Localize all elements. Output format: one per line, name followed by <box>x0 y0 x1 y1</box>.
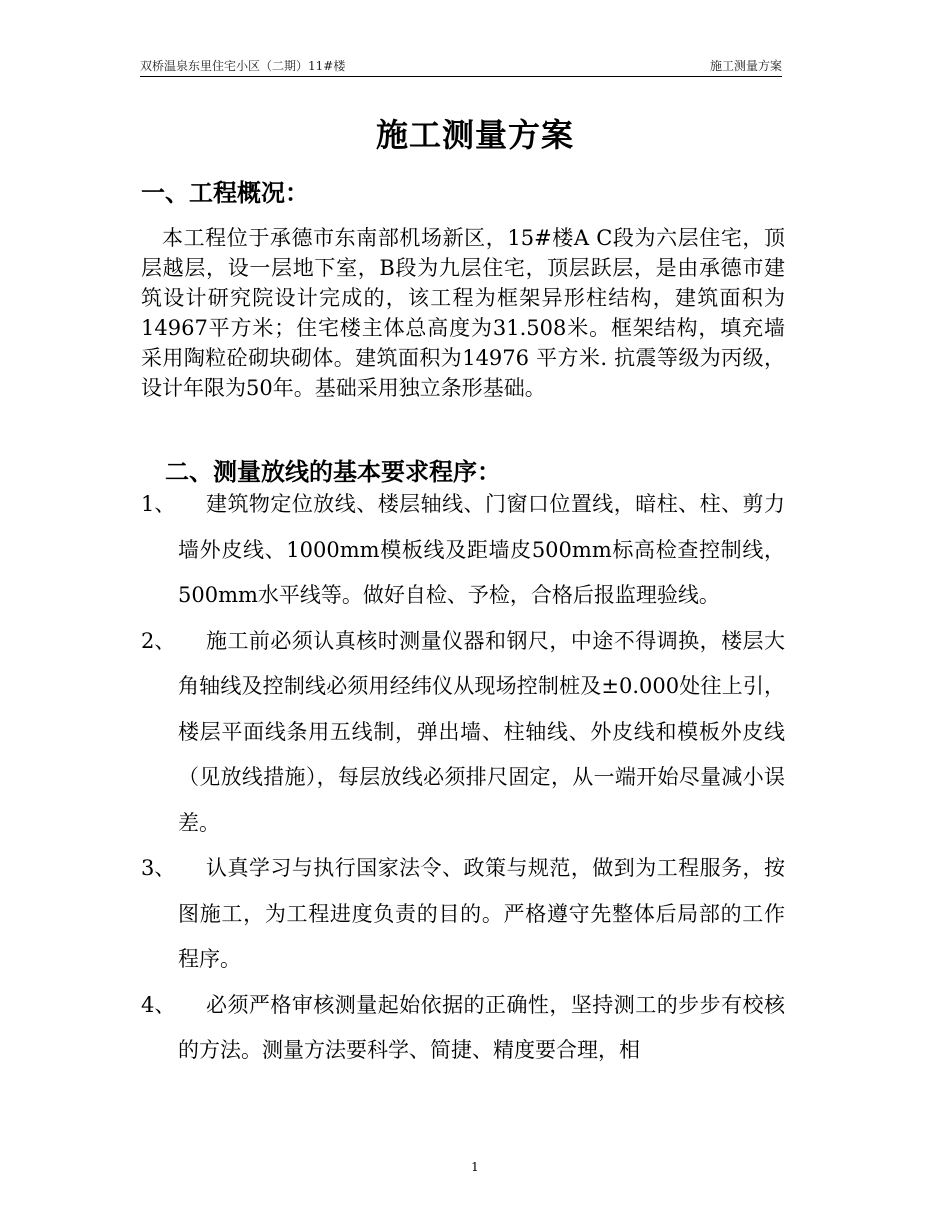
list-item-text: 施工前必须认真核时测量仪器和钢尺，中途不得调换，楼层大角轴线及控制线必须用经纬仪从现场控制桩及±0.000处往上引，楼层平面线条用五线制，弹出墙、柱轴线、外皮线和模板外皮线（见放线措施），每层放线必须排尺固定，从一端开始尽量减小误差。 <box>178 628 785 835</box>
list-item <box>141 983 785 1074</box>
list-item-text: 认真学习与执行国家法令、政策与规范，做到为工程服务，按图施工，为工程进度负责的目的。严格遵守先整体后局部的工作程序。 <box>178 856 785 971</box>
list-item-number: 3、 <box>141 856 176 880</box>
list-item-number: 4、 <box>141 992 176 1017</box>
list-item-number: 1、 <box>141 492 176 516</box>
list-item-text: 必须严格审核测量起始依据的正确性，坚持测工的步步有校核的方法。测量方法要科学、简捷、精度要合理，相 <box>178 992 785 1062</box>
list-item <box>141 619 785 847</box>
section-heading-requirements: 二、测量放线的基本要求程序： <box>165 457 501 486</box>
document-title: 施工测量方案 <box>375 116 574 154</box>
list-item <box>141 482 785 619</box>
header-project-name: 双桥温泉东里住宅小区（二期）11#楼 <box>140 59 346 73</box>
page-number: 1 <box>471 1160 479 1174</box>
page-header <box>140 57 782 77</box>
section-heading-overview: 一、工程概况： <box>141 178 309 207</box>
list-item-number: 2、 <box>141 628 176 653</box>
header-doc-title: 施工测量方案 <box>709 59 782 73</box>
overview-paragraph <box>141 223 785 403</box>
list-item-text: 建筑物定位放线、楼层轴线、门窗口位置线，暗柱、柱、剪力墙外皮线、1000mm模板线及距墙皮500mm标高检查控制线，500mm水平线等。做好自检、予检，合格后报监理验线。 <box>178 492 785 607</box>
requirements-list <box>141 482 785 1074</box>
overview-text: 本工程位于承德市东南部机场新区，15#楼A C段为六层住宅，顶层越层，设一层地下室，B段为九层住宅，顶层跃层，是由承德市建筑设计研究院设计完成的，该工程为框架异形柱结构，建筑面积为14967平方米；住宅楼主体总高度为31.508米。框架结构，填充墙采用陶粒砼砌块砌体。建筑面积为14976 平方米. 抗震等级为丙级，设计年限为50年。基础采用独立条形基础。 <box>141 226 785 400</box>
list-item <box>141 846 785 983</box>
